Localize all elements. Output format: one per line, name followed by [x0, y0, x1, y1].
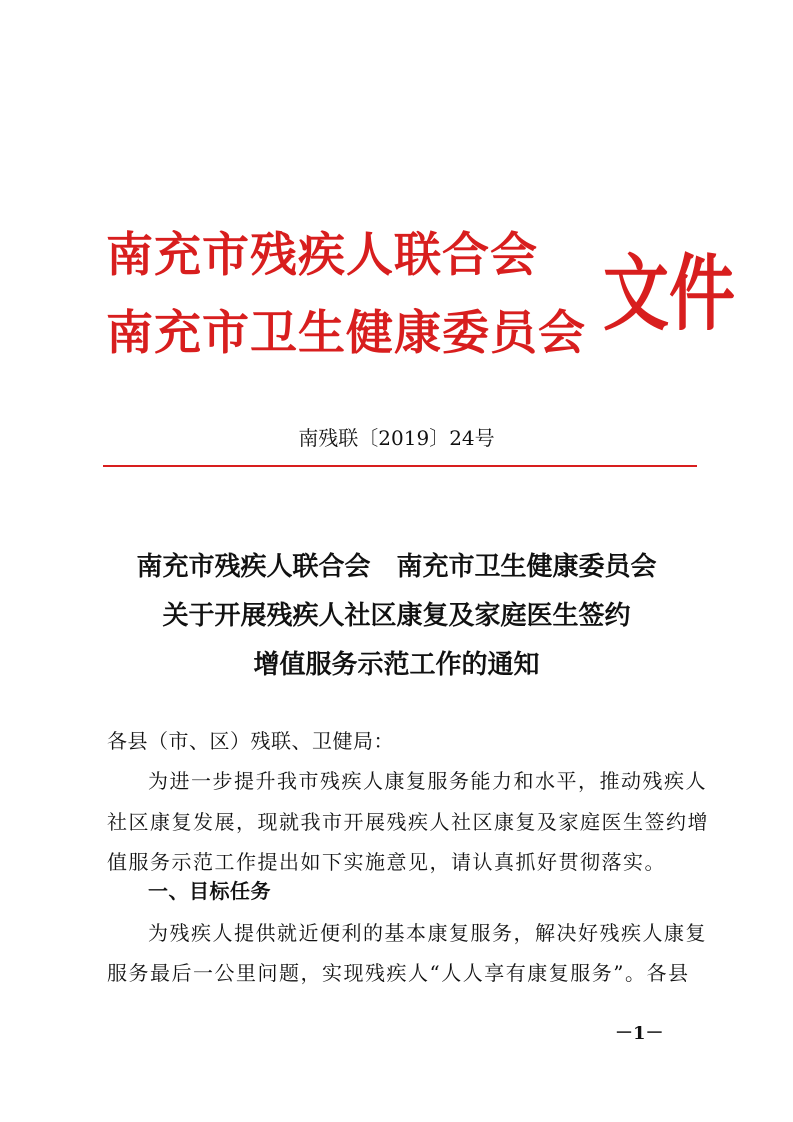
red-divider-line: [103, 465, 697, 467]
title-line-2: 关于开展残疾人社区康复及家庭医生签约: [162, 601, 631, 631]
title-line-1-part-2: 南充市卫生健康委员会: [396, 552, 657, 582]
salutation: 各县（市、区）残联、卫健局：: [107, 729, 394, 753]
paragraph-2-line-1: 为残疾人提供就近便利的基本康复服务，解决好残疾人康复: [148, 921, 707, 945]
header-org-line-2: 南充市卫生健康委员会: [106, 306, 586, 361]
paragraph-1-line-3: 值服务示范工作提出如下实施意见，请认真抓好贯彻落实。: [107, 850, 666, 874]
paragraph-1-line-1: 为进一步提升我市残疾人康复服务能力和水平，推动残疾人: [148, 769, 707, 793]
paragraph-1-line-2: 社区康复发展，现就我市开展残疾人社区康复及家庭医生签约增: [107, 810, 709, 834]
header-org-line-1: 南充市残疾人联合会: [106, 228, 538, 283]
page-number: －1－: [615, 1023, 664, 1044]
document-number: 南残联〔2019〕24号: [298, 426, 495, 450]
title-line-3: 增值服务示范工作的通知: [253, 650, 540, 680]
header-document-word: 文件: [603, 244, 735, 342]
section-heading-1: 一、目标任务: [148, 879, 271, 903]
title-line-1-part-1: 南充市残疾人联合会: [136, 552, 371, 582]
paragraph-2-line-2: 服务最后一公里问题，实现残疾人“人人享有康复服务”。各县: [107, 961, 690, 985]
title-line-1: [0, 554, 793, 580]
